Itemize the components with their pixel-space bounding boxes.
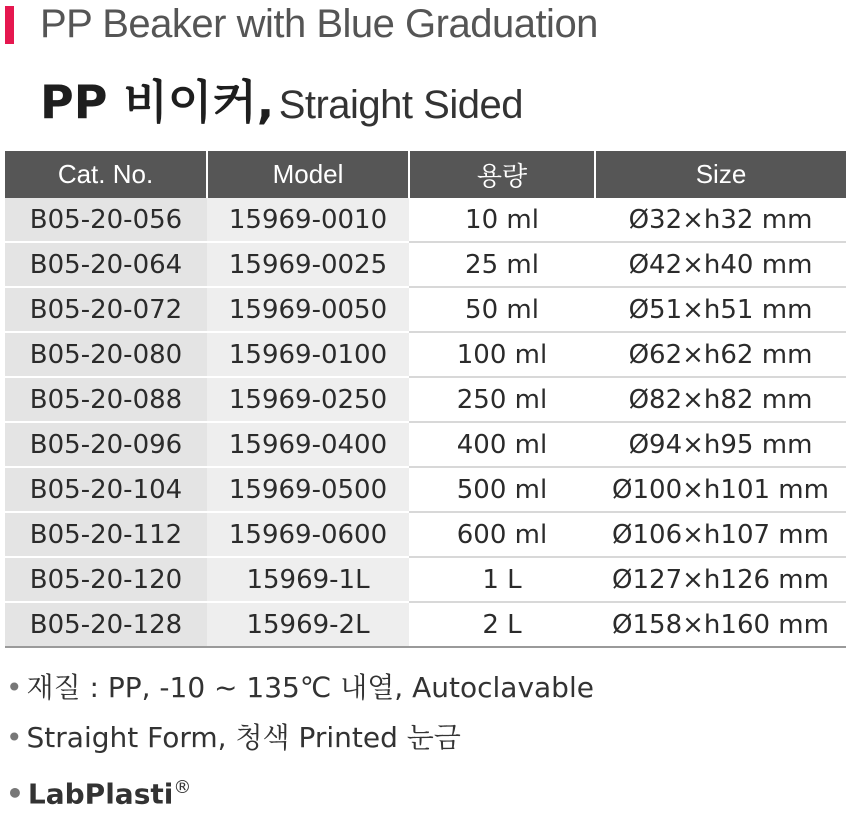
cat-no-cell: B05-20-064 (5, 242, 207, 287)
cat-no-cell: B05-20-056 (5, 198, 207, 242)
title-accent-bar (5, 6, 14, 44)
model-cell: 15969-2L (207, 602, 409, 647)
capacity-cell: 25 ml (409, 242, 595, 287)
size-cell: Ø106×h107 mm (595, 512, 846, 557)
size-cell: Ø94×h95 mm (595, 422, 846, 467)
model-cell: 15969-0050 (207, 287, 409, 332)
header-model: Model (207, 151, 409, 198)
size-cell: Ø100×h101 mm (595, 467, 846, 512)
capacity-cell: 2 L (409, 602, 595, 647)
capacity-cell: 1 L (409, 557, 595, 602)
cat-no-cell: B05-20-104 (5, 467, 207, 512)
model-cell: 15969-1L (207, 557, 409, 602)
cat-no-cell: B05-20-088 (5, 377, 207, 422)
header-cat-no: Cat. No. (5, 151, 207, 198)
table-row (5, 287, 846, 332)
table-row (5, 332, 846, 377)
size-cell: Ø32×h32 mm (595, 198, 846, 242)
feature-form-text: Straight Form, 청색 Printed 눈금 (26, 721, 461, 754)
model-cell: 15969-0400 (207, 422, 409, 467)
table-row (5, 377, 846, 422)
bullet-dot-icon: • (6, 671, 23, 704)
table-row (5, 512, 846, 557)
capacity-cell: 400 ml (409, 422, 595, 467)
size-cell: Ø62×h62 mm (595, 332, 846, 377)
feature-list (6, 666, 594, 816)
bullet-dot-icon: • (6, 721, 23, 754)
model-cell: 15969-0100 (207, 332, 409, 377)
capacity-cell: 600 ml (409, 512, 595, 557)
cat-no-cell: B05-20-096 (5, 422, 207, 467)
size-cell: Ø51×h51 mm (595, 287, 846, 332)
table-row (5, 198, 846, 242)
table-header-row (5, 151, 846, 198)
capacity-cell: 10 ml (409, 198, 595, 242)
model-cell: 15969-0025 (207, 242, 409, 287)
model-cell: 15969-0250 (207, 377, 409, 422)
cat-no-cell: B05-20-112 (5, 512, 207, 557)
brand-name: LabPlasti (27, 777, 174, 811)
cat-no-cell: B05-20-080 (5, 332, 207, 377)
feature-material (6, 666, 594, 716)
table-row (5, 557, 846, 602)
feature-brand (6, 766, 594, 816)
spec-table (5, 151, 846, 648)
cat-no-cell: B05-20-128 (5, 602, 207, 647)
capacity-cell: 100 ml (409, 332, 595, 377)
capacity-cell: 500 ml (409, 467, 595, 512)
title-korean-line (40, 66, 523, 132)
bullet-dot-icon: • (6, 777, 24, 811)
cat-no-cell: B05-20-072 (5, 287, 207, 332)
table-row (5, 467, 846, 512)
model-cell: 15969-0600 (207, 512, 409, 557)
registered-mark: ® (173, 777, 192, 798)
table-row (5, 242, 846, 287)
capacity-cell: 250 ml (409, 377, 595, 422)
table-row (5, 422, 846, 467)
header-size: Size (595, 151, 846, 198)
title-english: PP Beaker with Blue Graduation (40, 2, 598, 46)
model-cell: 15969-0010 (207, 198, 409, 242)
size-cell: Ø127×h126 mm (595, 557, 846, 602)
size-cell: Ø42×h40 mm (595, 242, 846, 287)
feature-material-text: 재질 : PP, -10 ~ 135℃ 내열, Autoclavable (26, 671, 594, 704)
table-row (5, 602, 846, 647)
cat-no-cell: B05-20-120 (5, 557, 207, 602)
title-subtitle: Straight Sided (278, 83, 523, 127)
header-capacity: 용량 (409, 151, 595, 198)
model-cell: 15969-0500 (207, 467, 409, 512)
title-korean: PP 비이커, (40, 75, 275, 129)
size-cell: Ø82×h82 mm (595, 377, 846, 422)
feature-form (6, 716, 594, 766)
size-cell: Ø158×h160 mm (595, 602, 846, 647)
capacity-cell: 50 ml (409, 287, 595, 332)
